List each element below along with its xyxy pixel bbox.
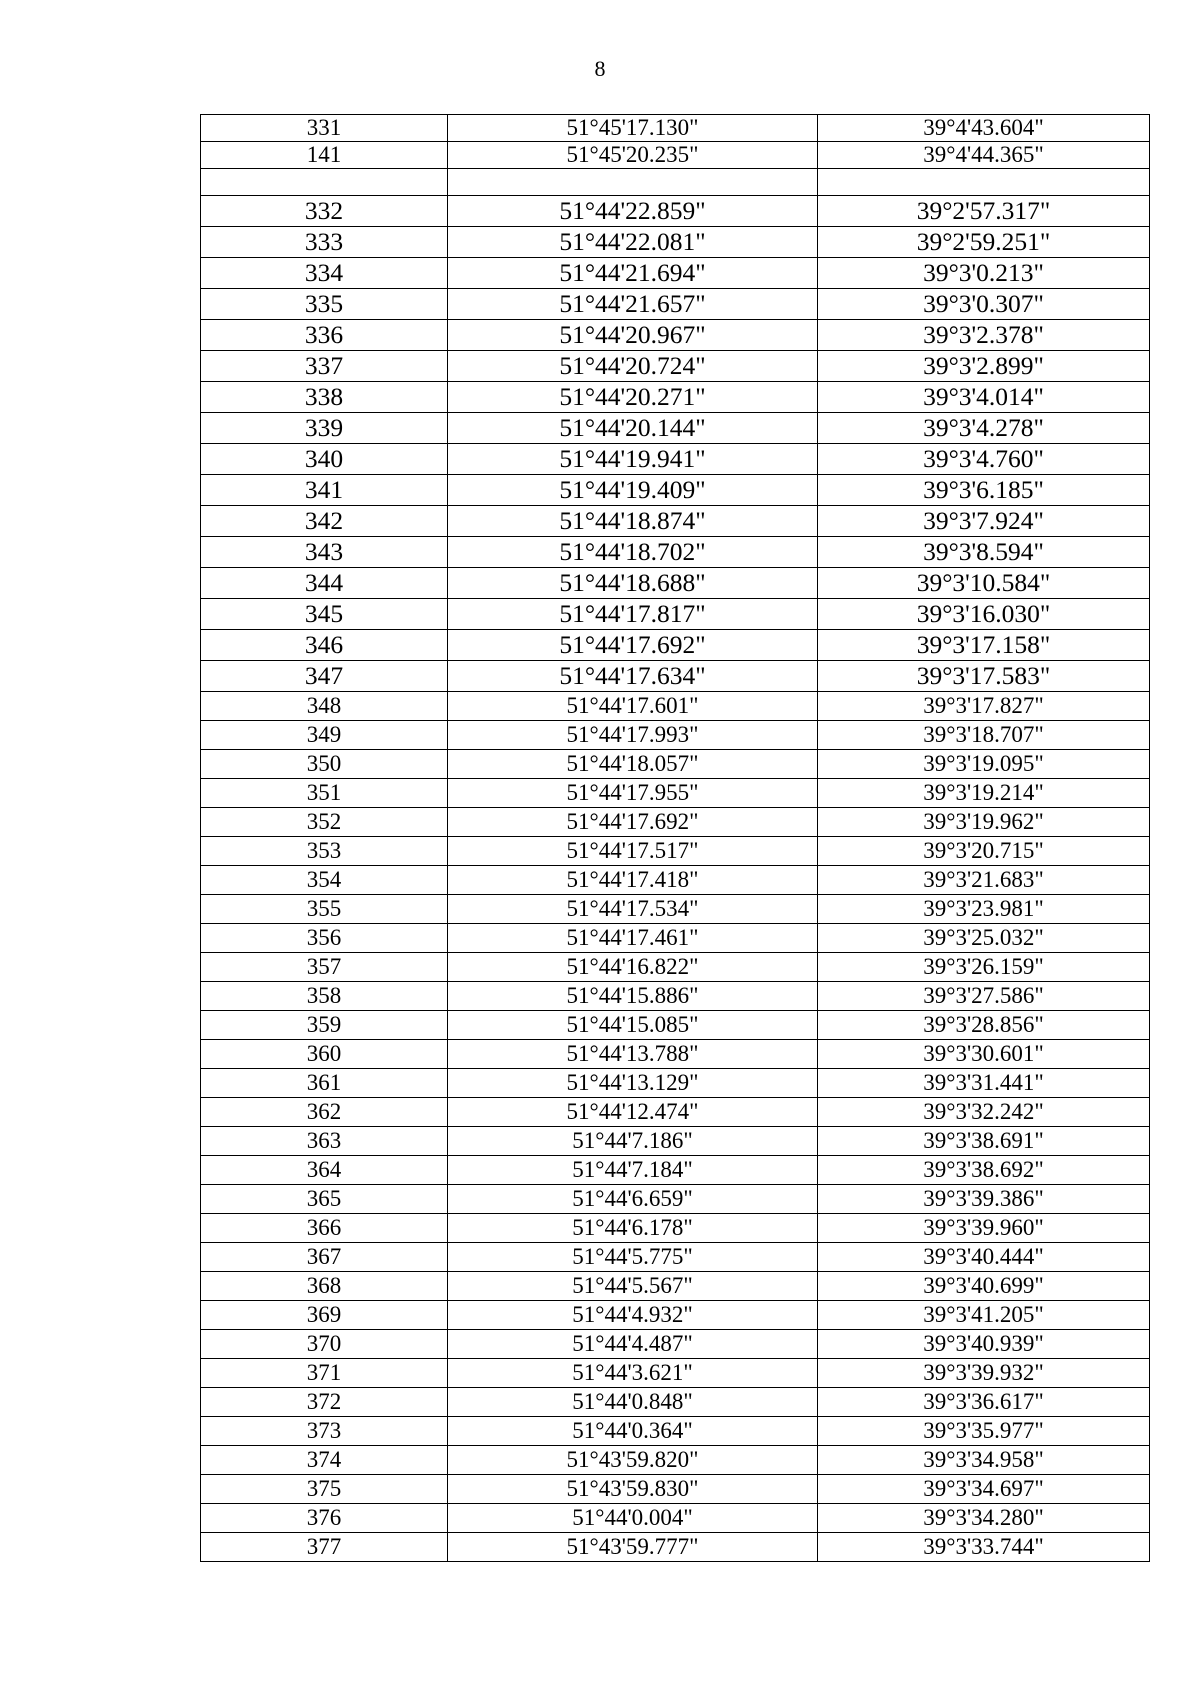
longitude-cell: 39°3'23.981": [818, 895, 1150, 924]
point-number-cell: 332: [201, 196, 448, 227]
table-row: [201, 808, 1150, 837]
latitude-cell: 51°44'4.932": [448, 1301, 818, 1330]
latitude-cell: 51°44'16.822": [448, 953, 818, 982]
table-row: [201, 1040, 1150, 1069]
latitude-cell: 51°44'4.487": [448, 1330, 818, 1359]
table-row: [201, 196, 1150, 227]
table-row: [201, 1388, 1150, 1417]
point-number-cell: 352: [201, 808, 448, 837]
latitude-cell: 51°44'7.186": [448, 1127, 818, 1156]
longitude-cell: 39°3'8.594": [818, 537, 1150, 568]
longitude-cell: 39°3'28.856": [818, 1011, 1150, 1040]
longitude-cell: 39°3'41.205": [818, 1301, 1150, 1330]
longitude-cell: 39°3'10.584": [818, 568, 1150, 599]
point-number-cell: 344: [201, 568, 448, 599]
latitude-cell: 51°44'17.955": [448, 779, 818, 808]
longitude-cell: 39°3'18.707": [818, 721, 1150, 750]
point-number-cell: 364: [201, 1156, 448, 1185]
longitude-cell: 39°3'4.278": [818, 413, 1150, 444]
latitude-cell: 51°44'18.688": [448, 568, 818, 599]
point-number-cell: 373: [201, 1417, 448, 1446]
table-row: [201, 1504, 1150, 1533]
table-row: [201, 169, 1150, 196]
latitude-cell: 51°44'21.657": [448, 289, 818, 320]
latitude-cell: 51°44'0.004": [448, 1504, 818, 1533]
longitude-cell: 39°3'38.692": [818, 1156, 1150, 1185]
point-number-cell: 359: [201, 1011, 448, 1040]
longitude-cell: 39°2'57.317": [818, 196, 1150, 227]
table-row: [201, 1301, 1150, 1330]
longitude-cell: 39°3'32.242": [818, 1098, 1150, 1127]
point-number-cell: 351: [201, 779, 448, 808]
table-row: [201, 599, 1150, 630]
table-row: [201, 924, 1150, 953]
longitude-cell: 39°3'39.386": [818, 1185, 1150, 1214]
point-number-cell: 333: [201, 227, 448, 258]
latitude-cell: 51°44'12.474": [448, 1098, 818, 1127]
longitude-cell: 39°3'39.932": [818, 1359, 1150, 1388]
table-row: [201, 1417, 1150, 1446]
latitude-cell: 51°44'20.967": [448, 320, 818, 351]
latitude-cell: 51°45'17.130": [448, 115, 818, 142]
table-row: [201, 475, 1150, 506]
point-number-cell: 335: [201, 289, 448, 320]
latitude-cell: 51°44'17.461": [448, 924, 818, 953]
latitude-cell: 51°43'59.777": [448, 1533, 818, 1562]
point-number-cell: 365: [201, 1185, 448, 1214]
longitude-cell: 39°4'44.365": [818, 142, 1150, 169]
point-number-cell: 354: [201, 866, 448, 895]
latitude-cell: 51°44'17.517": [448, 837, 818, 866]
table-row: [201, 1127, 1150, 1156]
latitude-cell: 51°44'7.184": [448, 1156, 818, 1185]
latitude-cell: 51°44'18.874": [448, 506, 818, 537]
table-row: [201, 630, 1150, 661]
table-row: [201, 506, 1150, 537]
longitude-cell: 39°3'26.159": [818, 953, 1150, 982]
latitude-cell: 51°44'17.692": [448, 808, 818, 837]
longitude-cell: 39°3'34.280": [818, 1504, 1150, 1533]
table-row: [201, 692, 1150, 721]
point-number-cell: 362: [201, 1098, 448, 1127]
table-row: [201, 320, 1150, 351]
latitude-cell: 51°44'17.534": [448, 895, 818, 924]
point-number-cell: 141: [201, 142, 448, 169]
point-number-cell: 376: [201, 1504, 448, 1533]
longitude-cell: 39°3'19.095": [818, 750, 1150, 779]
table-row: [201, 289, 1150, 320]
point-number-cell: 345: [201, 599, 448, 630]
table-row: [201, 837, 1150, 866]
table-row: [201, 1069, 1150, 1098]
point-number-cell: 348: [201, 692, 448, 721]
longitude-cell: 39°3'40.444": [818, 1243, 1150, 1272]
table-row: [201, 382, 1150, 413]
latitude-cell: 51°44'13.788": [448, 1040, 818, 1069]
latitude-cell: 51°44'17.634": [448, 661, 818, 692]
longitude-cell: [818, 169, 1150, 196]
longitude-cell: 39°3'19.962": [818, 808, 1150, 837]
point-number-cell: 342: [201, 506, 448, 537]
latitude-cell: 51°44'22.859": [448, 196, 818, 227]
latitude-cell: 51°43'59.830": [448, 1475, 818, 1504]
longitude-cell: 39°3'25.032": [818, 924, 1150, 953]
latitude-cell: 51°44'3.621": [448, 1359, 818, 1388]
longitude-cell: 39°3'38.691": [818, 1127, 1150, 1156]
latitude-cell: 51°44'17.601": [448, 692, 818, 721]
table-row: [201, 895, 1150, 924]
point-number-cell: 339: [201, 413, 448, 444]
latitude-cell: 51°44'6.659": [448, 1185, 818, 1214]
latitude-cell: 51°44'19.409": [448, 475, 818, 506]
table-row: [201, 351, 1150, 382]
coordinates-table: [200, 114, 1150, 1562]
table-row: [201, 1446, 1150, 1475]
longitude-cell: 39°3'6.185": [818, 475, 1150, 506]
table-row: [201, 568, 1150, 599]
latitude-cell: 51°44'19.941": [448, 444, 818, 475]
table-row: [201, 413, 1150, 444]
latitude-cell: 51°44'20.271": [448, 382, 818, 413]
point-number-cell: 366: [201, 1214, 448, 1243]
longitude-cell: 39°3'33.744": [818, 1533, 1150, 1562]
latitude-cell: 51°44'17.817": [448, 599, 818, 630]
latitude-cell: 51°44'17.418": [448, 866, 818, 895]
latitude-cell: 51°44'21.694": [448, 258, 818, 289]
point-number-cell: 350: [201, 750, 448, 779]
longitude-cell: 39°3'34.958": [818, 1446, 1150, 1475]
table-row: [201, 1214, 1150, 1243]
longitude-cell: 39°3'36.617": [818, 1388, 1150, 1417]
longitude-cell: 39°3'21.683": [818, 866, 1150, 895]
latitude-cell: 51°44'18.702": [448, 537, 818, 568]
longitude-cell: 39°3'31.441": [818, 1069, 1150, 1098]
table-row: [201, 1185, 1150, 1214]
point-number-cell: 349: [201, 721, 448, 750]
point-number-cell: 331: [201, 115, 448, 142]
longitude-cell: 39°3'17.827": [818, 692, 1150, 721]
longitude-cell: 39°3'7.924": [818, 506, 1150, 537]
point-number-cell: 357: [201, 953, 448, 982]
table-row: [201, 1272, 1150, 1301]
table-row: [201, 444, 1150, 475]
latitude-cell: 51°44'18.057": [448, 750, 818, 779]
longitude-cell: 39°3'35.977": [818, 1417, 1150, 1446]
point-number-cell: 367: [201, 1243, 448, 1272]
table-row: [201, 1533, 1150, 1562]
longitude-cell: 39°3'2.378": [818, 320, 1150, 351]
longitude-cell: 39°3'4.760": [818, 444, 1150, 475]
point-number-cell: 337: [201, 351, 448, 382]
point-number-cell: 368: [201, 1272, 448, 1301]
longitude-cell: 39°3'40.939": [818, 1330, 1150, 1359]
longitude-cell: 39°3'2.899": [818, 351, 1150, 382]
point-number-cell: 341: [201, 475, 448, 506]
latitude-cell: 51°44'17.993": [448, 721, 818, 750]
table-row: [201, 258, 1150, 289]
latitude-cell: 51°44'15.085": [448, 1011, 818, 1040]
point-number-cell: 343: [201, 537, 448, 568]
latitude-cell: 51°44'22.081": [448, 227, 818, 258]
point-number-cell: 370: [201, 1330, 448, 1359]
point-number-cell: 363: [201, 1127, 448, 1156]
latitude-cell: 51°44'20.724": [448, 351, 818, 382]
longitude-cell: 39°3'17.158": [818, 630, 1150, 661]
coordinates-table-body: [201, 115, 1150, 1562]
table-row: [201, 1156, 1150, 1185]
point-number-cell: 355: [201, 895, 448, 924]
point-number-cell: 340: [201, 444, 448, 475]
latitude-cell: 51°44'13.129": [448, 1069, 818, 1098]
point-number-cell: 356: [201, 924, 448, 953]
longitude-cell: 39°3'40.699": [818, 1272, 1150, 1301]
longitude-cell: 39°3'34.697": [818, 1475, 1150, 1504]
latitude-cell: 51°44'5.775": [448, 1243, 818, 1272]
table-row: [201, 750, 1150, 779]
latitude-cell: 51°43'59.820": [448, 1446, 818, 1475]
table-row: [201, 953, 1150, 982]
longitude-cell: 39°3'16.030": [818, 599, 1150, 630]
table-row: [201, 779, 1150, 808]
point-number-cell: 374: [201, 1446, 448, 1475]
point-number-cell: 353: [201, 837, 448, 866]
table-row: [201, 721, 1150, 750]
page-number: 8: [594, 56, 606, 81]
table-row: [201, 227, 1150, 258]
longitude-cell: 39°3'4.014": [818, 382, 1150, 413]
point-number-cell: 361: [201, 1069, 448, 1098]
longitude-cell: 39°2'59.251": [818, 227, 1150, 258]
longitude-cell: 39°3'20.715": [818, 837, 1150, 866]
latitude-cell: 51°44'17.692": [448, 630, 818, 661]
table-row: [201, 115, 1150, 142]
longitude-cell: 39°3'0.213": [818, 258, 1150, 289]
table-row: [201, 1098, 1150, 1127]
table-row: [201, 1359, 1150, 1388]
table-row: [201, 1011, 1150, 1040]
table-row: [201, 1243, 1150, 1272]
point-number-cell: 334: [201, 258, 448, 289]
point-number-cell: 346: [201, 630, 448, 661]
latitude-cell: 51°44'20.144": [448, 413, 818, 444]
longitude-cell: 39°3'39.960": [818, 1214, 1150, 1243]
point-number-cell: 377: [201, 1533, 448, 1562]
latitude-cell: 51°44'15.886": [448, 982, 818, 1011]
point-number-cell: 372: [201, 1388, 448, 1417]
point-number-cell: [201, 169, 448, 196]
point-number-cell: 375: [201, 1475, 448, 1504]
latitude-cell: [448, 169, 818, 196]
table-row: [201, 1330, 1150, 1359]
longitude-cell: 39°3'0.307": [818, 289, 1150, 320]
latitude-cell: 51°44'6.178": [448, 1214, 818, 1243]
point-number-cell: 338: [201, 382, 448, 413]
latitude-cell: 51°44'5.567": [448, 1272, 818, 1301]
latitude-cell: 51°44'0.364": [448, 1417, 818, 1446]
point-number-cell: 336: [201, 320, 448, 351]
point-number-cell: 360: [201, 1040, 448, 1069]
point-number-cell: 358: [201, 982, 448, 1011]
latitude-cell: 51°45'20.235": [448, 142, 818, 169]
longitude-cell: 39°3'27.586": [818, 982, 1150, 1011]
point-number-cell: 347: [201, 661, 448, 692]
longitude-cell: 39°3'19.214": [818, 779, 1150, 808]
table-row: [201, 866, 1150, 895]
table-row: [201, 1475, 1150, 1504]
longitude-cell: 39°4'43.604": [818, 115, 1150, 142]
point-number-cell: 371: [201, 1359, 448, 1388]
latitude-cell: 51°44'0.848": [448, 1388, 818, 1417]
table-row: [201, 982, 1150, 1011]
longitude-cell: 39°3'17.583": [818, 661, 1150, 692]
table-row: [201, 661, 1150, 692]
longitude-cell: 39°3'30.601": [818, 1040, 1150, 1069]
point-number-cell: 369: [201, 1301, 448, 1330]
table-row: [201, 142, 1150, 169]
table-row: [201, 537, 1150, 568]
